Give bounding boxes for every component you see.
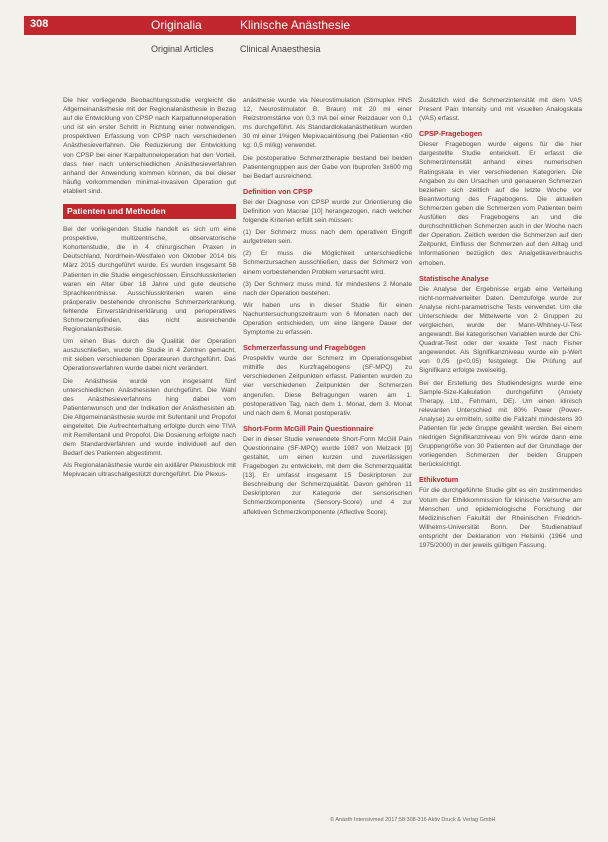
paragraph: Die Anästhesie wurde von insgesamt fünf unterschiedlichen Anästhesisten durchgeführt. Die Wahl des Anästhesieverfahrens hing dabei vom Patientenwunsch und der Indikation der Anästhesisten ab. Die Allgemeinanästhesie wurde mit Sufentanil und Propofol eingeleitet. Die Aufrechterhaltung erfolgte durch eine TIVA mit Remifentanil und Propofol. Die Dosierung erfolgte nach dem Standardverfahren und wurde individuell auf den Bedarf des Patienten abgestimmt. bbox=[63, 377, 237, 458]
subheading-pain-assessment: Schmerzerfassung und Fragebögen bbox=[243, 343, 366, 353]
paragraph: Bei der Erstellung des Studiendesigns wurde eine Sample-Size-Kalkulation durchgeführt (Anxiety Therapy, Ltd., Fehmarn, DE). Um einen klinisch relevanten Unterschied mit 80% Power (Power-Analyse) zu ermitteln, sollte die Fallzahl mindestens 30 Patienten für jede Gruppe gewählt werden. Bei einem niedrigen Signifikanzniveau von 5% würde dann eine Gruppengröße von 30 Patienten auf der Grundlage der vorliegenden Schmerzen der beiden Gruppen berücksichtigt. bbox=[419, 379, 582, 469]
subheading-statistics: Statistische Analyse bbox=[419, 273, 489, 283]
paragraph: Der in dieser Studie verwendete Short-Form McGill Pain Questionnaire (SF-MPQ) wurde 1987 von Melzack [9] gestaltet, um einen kurzen und zuverlässigen Fragebogen zu entwickeln, mit dem die Schmerzqualität [13]. Er umfasst insgesamt 15 Deskriptoren zur Beschreibung der Schmerzqualität. Davon gehören 11 Deskriptoren zur Kategorie der sensorischen Schmerzkomponente (Sensory-Score) und 4 zur affektiven Schmerzkomponente (Affective Score). bbox=[243, 435, 412, 516]
paragraph: Bei der Diagnose von CPSP wurde zur Orientierung die Definition von Macrae [10] herangezogen, nach welcher folgende Kriterien erfüllt sein müssen: bbox=[243, 198, 412, 225]
paragraph: (3) Der Schmerz muss mind. für mindestens 2 Monate nach der Operation bestehen. bbox=[243, 280, 412, 297]
section-title-de: Originalia bbox=[151, 18, 202, 32]
paragraph: (1) Der Schmerz muss nach dem operativen Eingriff aufgetreten sein. bbox=[243, 229, 412, 246]
paragraph: (2) Er muss die Möglichkeit unterschiedliche Schmerzursachen ausschließen, dass der Schmerz von einem vorbestehenden Problem verursacht wird. bbox=[243, 250, 412, 276]
section-title-en: Original Articles bbox=[151, 44, 214, 54]
subheading-ethics: Ethikvotum bbox=[419, 475, 459, 485]
section-heading-patients-methods: Patienten und Methoden bbox=[63, 204, 236, 219]
topic-title-en: Clinical Anaesthesia bbox=[240, 44, 321, 54]
paragraph: Dieser Fragebogen wurde eigens für die hier dargestellte Studie entwickelt. Er erfasst die Schmerzintensität anhand eines numerischen Ratingskala in vier verschiedenen Kategorien. Die Angaben zu den Ursachen und genaueren Schmerzen beziehen sich zeitlich auf die letzte Woche vor Beantwortung des Fragebogens. Die aktuellen Schmerzen geben die Schmerzen vom Patienten beim Ausfüllen des Fragebogens an und die durchschnittlichen Schmerzen auch in der Woche nach der Operation. Zeitlich werden die Schmerzen auf den Zeitpunkt, Einfluss der Schmerzen auf den Alltag und Informationen bezüglich des Analgetikaverbrauchs erhoben. bbox=[419, 141, 582, 267]
paragraph: Für die durchgeführte Studie gibt es ein zustimmendes Votum der Ethikkommission für klinische Versuche am Menschen und epidemiologische Forschung der Medizinischen Fakultät der Rheinischen Friedrich-Wilhelms-Universität Bonn. Der Studienablauf entspricht der Deklaration von Helsinki (1964 und 1975/2000) in der jeweils gültigen Fassung. bbox=[419, 487, 582, 550]
paragraph: Wir haben uns in dieser Studie für einen Nachuntersuchungszeitraum von 6 Monaten nach der Operation entschieden, um eine längere Dauer der Symptome zu erfassen. bbox=[243, 301, 412, 337]
paragraph: Zusätzlich wird die Schmerzintensität mit dem VAS Present Pain Intensity und mit visuellen Analogskala (VAS) erfasst. bbox=[419, 97, 582, 123]
paragraph: Um einen Bias durch die Qualität der Operation auszuschließen, wurde die Studie in 4 Zentren gemacht, mit sieben verschiedenen Operateuren durchgeführt. Das Operationsverfahren wurde dabei nicht verändert. bbox=[63, 338, 236, 373]
paragraph: Prospektiv wurde der Schmerz im Operationsgebiet mithilfe des Kurzfragebogens (SF-MPQ) zu verschiedenen Zeitpunkten erfasst. Patienten wurden zu vier verschiedenen Zeitpunkten der Schmerzen angerufen. Diese Befragungen waren am 1. postoperativen Tag, nach dem 1. Monat, dem 3. Monat und nach dem 6. Monat postoperativ. bbox=[243, 355, 412, 417]
subheading-cpsp-definition: Definition von CPSP bbox=[243, 186, 313, 196]
text-column-1 bbox=[63, 96, 236, 483]
text-column-3 bbox=[419, 96, 582, 553]
paragraph: Als Regionalanästhesie wurde ein axillärer Plexusblock mit Mepivacain ultraschallgestützt durchgeführt. Die Plexus- bbox=[63, 462, 236, 479]
subheading-cpsp-questionnaire: CPSP-Fragebogen bbox=[419, 129, 483, 139]
paragraph: Die Analyse der Ergebnisse ergab eine Verteilung nicht-normalverteilter Daten. Demzufolge wurde zur Analyse nicht-parametrische Tests verwendet. Um die Unterschiede der Mittelwerte von 2 Gruppen zu vergleichen, wurde der Mann-Whitney-U-Test angewandt. Bei kategorischen Variablen wurde der Chi-Quadrat-Test oder der exakte Test nach Fisher angewendet. Als Signifikanzniveau wurde ein p-Wert von 0,05 (p<0,05) festgelegt. Die Prüfung auf Signifikanz erfolgte zweiseitig. bbox=[419, 285, 582, 375]
paragraph: Die hier vorliegende Beobachtungsstudie vergleicht die Allgemeinanästhesie mit der Regionalanästhesie in Bezug auf die Entwicklung von CPSP nach Karpaltunneloperation und ist ein erster Schritt in Richtung einer notwendigen, prospektiven Erfassung von CPSP nach verschiedenen Anästhesieverfahren. Die Reduzierung der Entwicklung von CPSP bei einer Karpaltunneloperation hat den Vorteil, dass hier nach unterschiedlichen Anästhesieverfahren anhand der Anwendung kommen können, da bei dieser häufig vorkommenden minimal-invasiven Operation gut etabliert sind. bbox=[63, 97, 236, 195]
paragraph: Die postoperative Schmerztherapie bestand bei beiden Patientengruppen aus der Gabe von Ibuprofen 3x600 mg bei Bedarf ausreichend. bbox=[243, 154, 412, 180]
paragraph: Bei der vorliegenden Studie handelt es sich um eine prospektive, multizentrische, observatorische Kohortenstudie, die in 4 chirurgischen Praxen in Deutschland, Nordrhein-Westfalen von Oktober 2014 bis März 2015 durchgeführt wurde. Es wurden insgesamt 58 Patienten in die Studie eingeschlossen. Einschlusskriterien waren ein Alter über 18 Jahre und gute deutsche Sprachkenntnisse. Ausschlusskriterien waren eine präoperativ bestehende chronische Schmerzerkrankung, fehlende Einverständniserklärung und perioperatives Schmerzempfinden, das nicht ausreichende Regionalanästhesie. bbox=[63, 226, 236, 334]
footer-copyright: © Anästh Intensivmed 2017;58:308-316 Aktiv Druck & Verlag GmbH bbox=[330, 817, 496, 823]
text-column-2 bbox=[243, 96, 412, 520]
topic-title-de: Klinische Anästhesie bbox=[240, 18, 351, 32]
page-number: 308 bbox=[30, 18, 49, 30]
subheading-mcgill: Short-Form McGill Pain Questionnaire bbox=[243, 423, 374, 433]
paragraph: anästhesie wurde via Neurostimulation (Stimuplex HNS 12, Neurostimulator B. Braun) mit 20 ml einer Reizstromstärke von 0,3 mA bei einer Reizdauer von 0,1 ms durchgeführt. Als Standardlokalanästhetikum wurden 30 ml einer 1%igen Mepivacainlösung (bei Patienten <60 kg: 0,5 ml/kg) verwendet. bbox=[243, 97, 412, 150]
